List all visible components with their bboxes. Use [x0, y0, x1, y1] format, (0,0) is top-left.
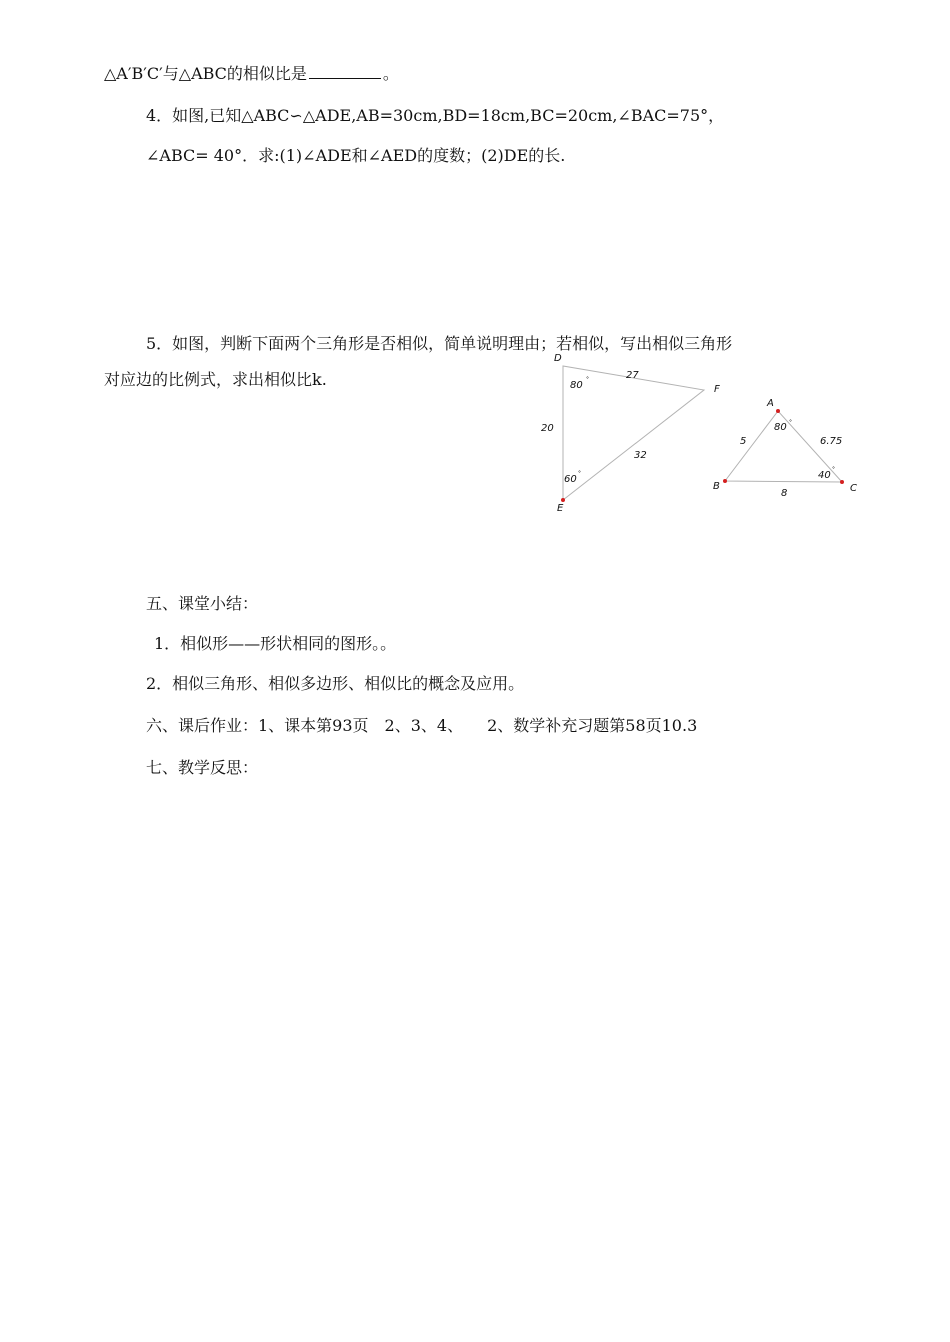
- side-bc: 8: [781, 488, 788, 499]
- angle-e: 60: [564, 474, 577, 485]
- label-e: E: [557, 503, 564, 514]
- summary-item-2: 2．相似三角形、相似多边形、相似比的概念及应用。: [146, 674, 525, 693]
- angle-a: 80: [774, 422, 787, 433]
- label-a: A: [767, 398, 774, 409]
- q4-line1: 4．如图,已知△ABC∽△ADE,AB=30cm,BD=18cm,BC=20cm,∠BAC=75°，: [146, 106, 725, 125]
- label-f: F: [714, 384, 720, 395]
- label-b: B: [713, 481, 720, 492]
- angle-d: 80: [570, 380, 583, 391]
- triangle-def: [563, 366, 704, 500]
- side-de: 20: [541, 423, 554, 434]
- degree-e: °: [578, 470, 581, 477]
- side-df: 27: [626, 370, 639, 381]
- q3-text: △A′B′C′与△ABC的相似比是: [104, 64, 307, 83]
- point-c: [840, 480, 844, 484]
- label-c: C: [850, 483, 857, 494]
- homework: 六、课后作业：1、课本第93页 2、3、4、 2、数学补充习题第58页10.3: [146, 716, 698, 735]
- angle-c: 40: [818, 470, 831, 481]
- reflection: 七、教学反思：: [146, 758, 259, 777]
- q5-line2: 对应边的比例式，求出相似比k.: [104, 370, 327, 389]
- degree-d: °: [586, 376, 589, 383]
- degree-c: °: [832, 466, 835, 473]
- summary-item-1: 1．相似形——形状相同的图形。。: [154, 634, 397, 653]
- side-ab: 5: [740, 436, 747, 447]
- q5-line1: 5．如图，判断下面两个三角形是否相似，简单说明理由；若相似，写出相似三角形: [146, 334, 733, 353]
- point-b: [723, 479, 727, 483]
- point-e: [561, 498, 565, 502]
- q4-line2: ∠ABC= 40°．求:(1)∠ADE和∠AED的度数；(2)DE的长.: [146, 146, 566, 165]
- q3-end: 。: [382, 64, 399, 83]
- point-a: [776, 409, 780, 413]
- label-d: D: [554, 353, 562, 364]
- side-ef: 32: [634, 450, 647, 461]
- summary-heading: 五、课堂小结：: [146, 594, 259, 613]
- side-ac: 6.75: [820, 436, 843, 447]
- degree-a: °: [789, 419, 792, 426]
